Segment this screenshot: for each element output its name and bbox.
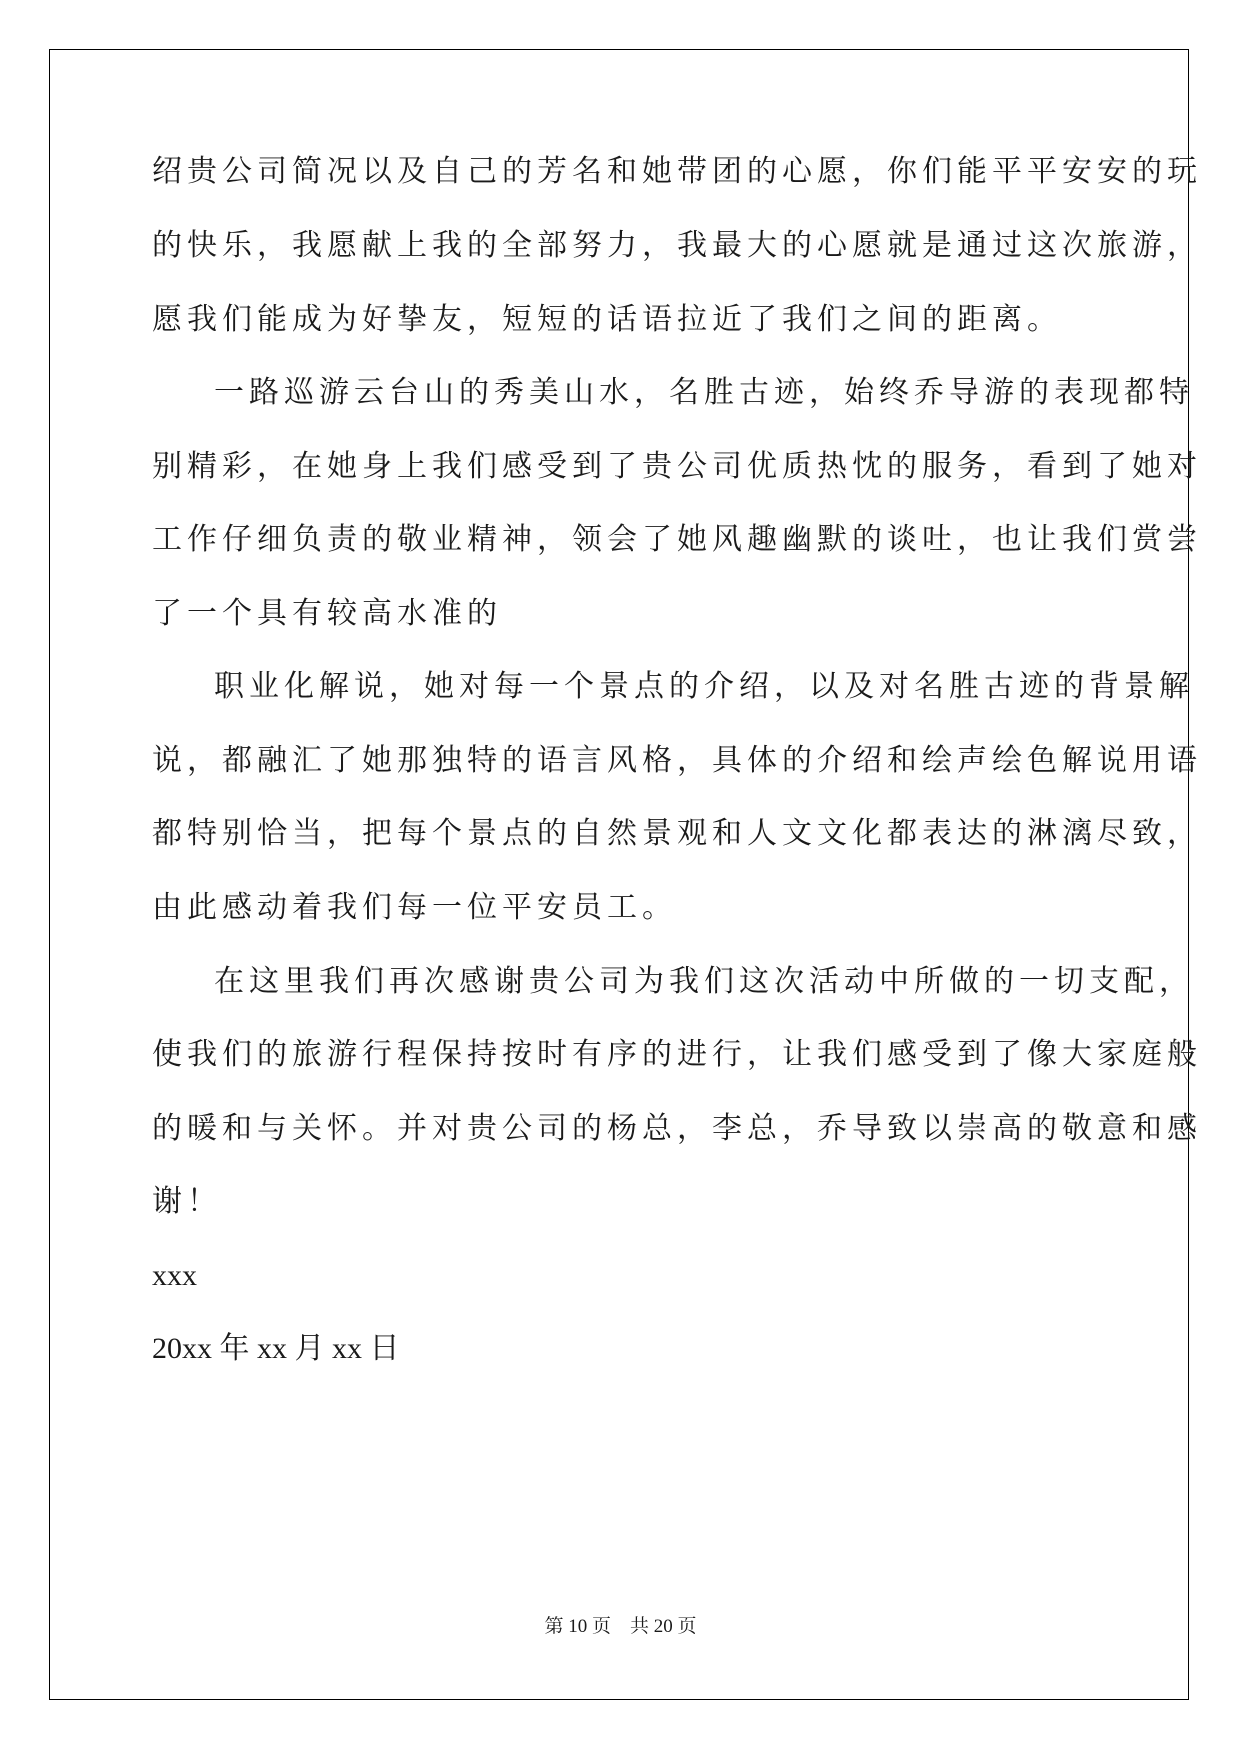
body-line-6: 工作仔细负责的敬业精神，领会了她风趣幽默的谈吐，也让我们赏尝 bbox=[152, 522, 1202, 557]
body-line-5: 别精彩，在她身上我们感受到了贵公司优质热忱的服务，看到了她对 bbox=[152, 449, 1202, 484]
body-line-15: 谢！ bbox=[152, 1184, 222, 1219]
body-line-3: 愿我们能成为好挚友，短短的话语拉近了我们之间的距离。 bbox=[152, 302, 1062, 337]
date-line: 20xx 年 xx 月 xx 日 bbox=[152, 1332, 400, 1365]
body-line-11: 由此感动着我们每一位平安员工。 bbox=[152, 890, 677, 925]
body-line-14: 的暖和与关怀。并对贵公司的杨总，李总，乔导致以崇高的敬意和感 bbox=[152, 1111, 1202, 1146]
body-line-10: 都特别恰当，把每个景点的自然景观和人文文化都表达的淋漓尽致， bbox=[152, 816, 1202, 851]
paragraph-2-line-1: 一路巡游云台山的秀美山水，名胜古迹，始终乔导游的表现都特 bbox=[214, 375, 1194, 410]
body-line-2: 的快乐，我愿献上我的全部努力，我最大的心愿就是通过这次旅游， bbox=[152, 228, 1202, 263]
body-line-1: 绍贵公司简况以及自己的芳名和她带团的心愿，你们能平平安安的玩 bbox=[152, 154, 1202, 189]
body-line-7: 了一个具有较高水准的 bbox=[152, 596, 502, 631]
signature: xxx bbox=[152, 1259, 197, 1292]
page-number-footer: 第 10 页 共 20 页 bbox=[544, 1616, 697, 1637]
page-border bbox=[49, 49, 1202, 1700]
body-line-13: 使我们的旅游行程保持按时有序的进行，让我们感受到了像大家庭般 bbox=[152, 1037, 1202, 1072]
paragraph-4-line-1: 在这里我们再次感谢贵公司为我们这次活动中所做的一切支配， bbox=[214, 964, 1194, 999]
paragraph-3-line-1: 职业化解说，她对每一个景点的介绍，以及对名胜古迹的背景解 bbox=[214, 669, 1194, 704]
body-line-9: 说，都融汇了她那独特的语言风格，具体的介绍和绘声绘色解说用语 bbox=[152, 743, 1202, 778]
